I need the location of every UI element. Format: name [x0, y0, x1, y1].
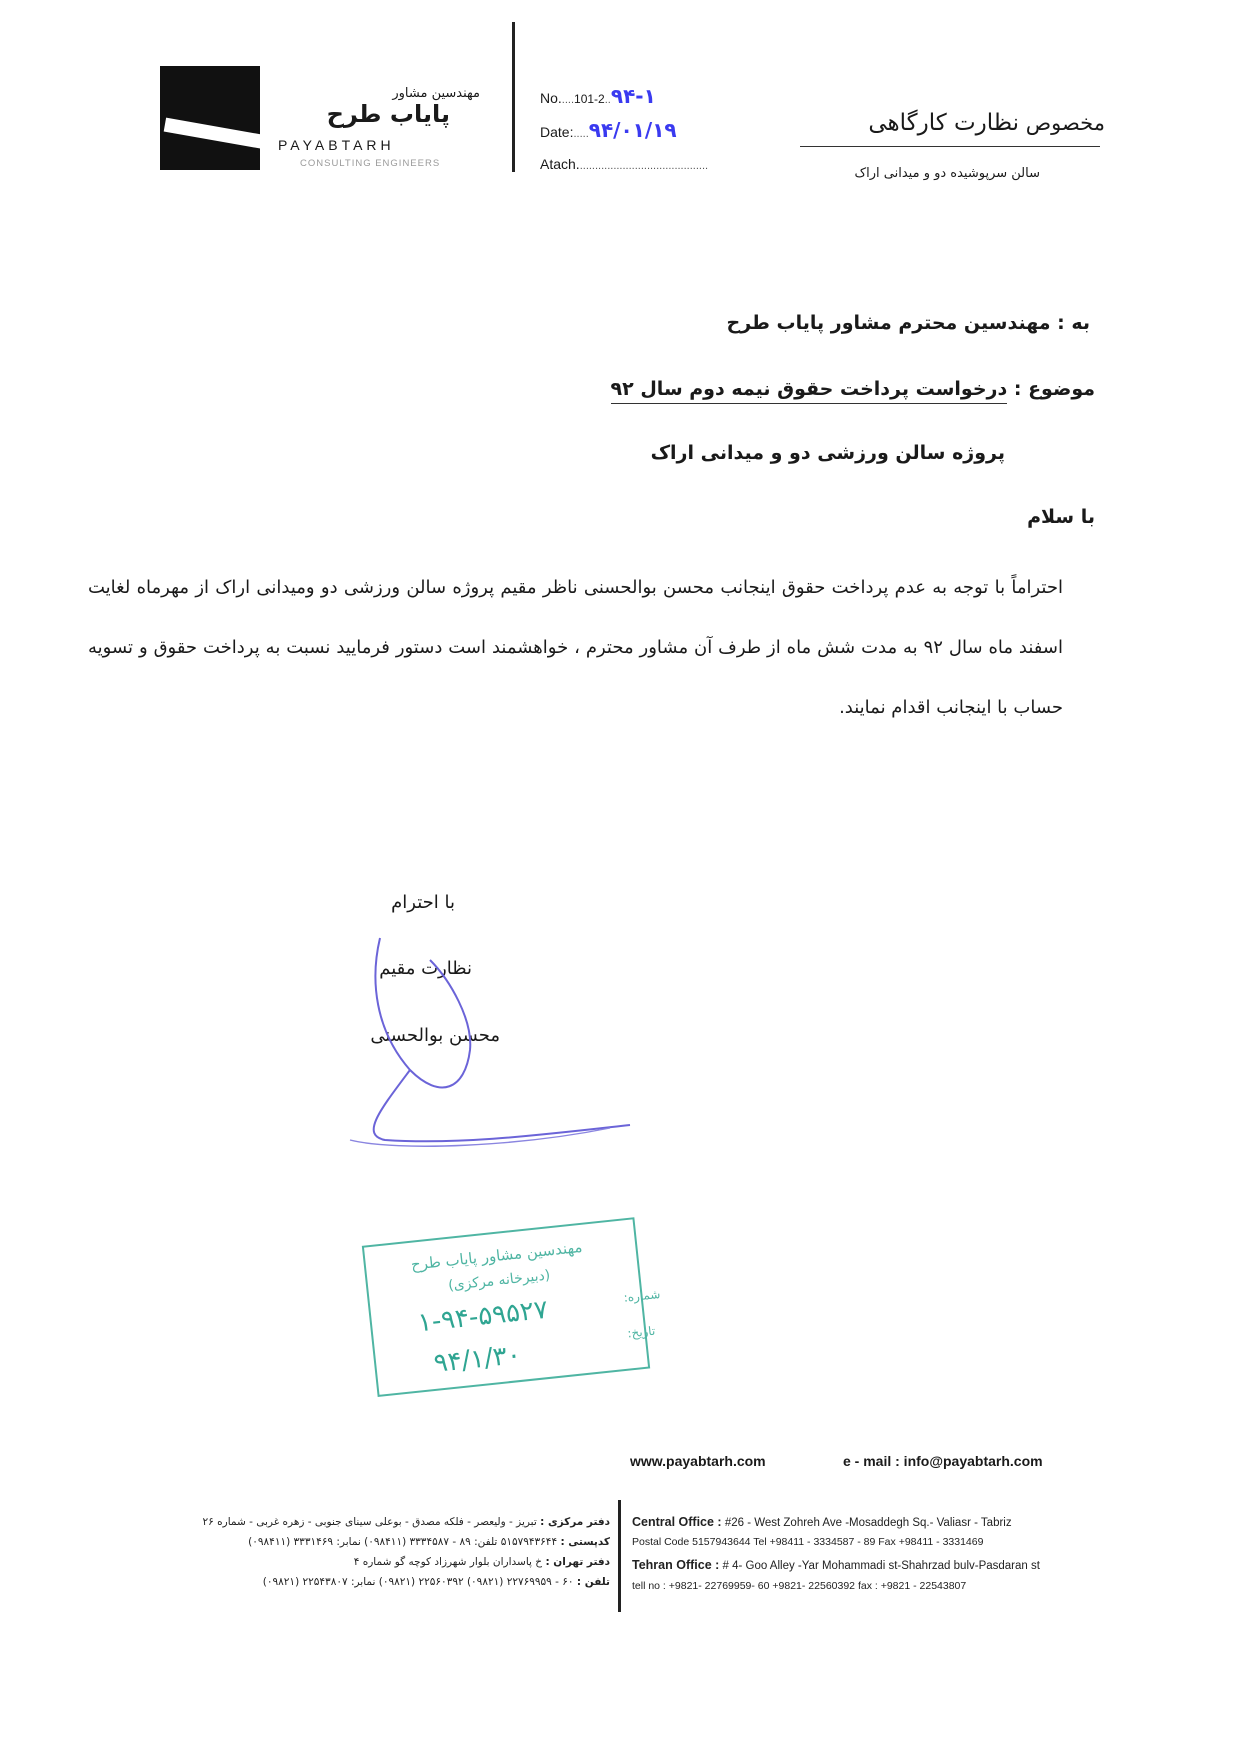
greeting: با سلام — [1027, 506, 1095, 528]
stamp-date-value: ۹۴/۱/۳۰ — [432, 1339, 523, 1379]
central-office-label: Central Office : — [632, 1515, 722, 1529]
recipient-line: به : مهندسین محترم مشاور پایاب طرح — [726, 312, 1090, 334]
subject-line — [560, 378, 1095, 400]
date-handwritten: ۹۴/۰۱/۱۹ — [588, 118, 677, 142]
secretariat-stamp — [362, 1222, 661, 1392]
number-dots: .... — [561, 94, 575, 106]
fa-phone-label: تلفن : — [576, 1576, 610, 1588]
logo-persian-subtitle: مهندسین مشاور — [392, 86, 480, 101]
letter-attachment-field — [540, 156, 708, 172]
letter-number-field — [540, 84, 656, 108]
stamp-organization: مهندسین مشاور پایاب طرح — [410, 1237, 584, 1274]
fa-central-office-address — [120, 1516, 610, 1528]
fa-postal-label: کدپستی : — [560, 1536, 610, 1548]
fa-tehran-office-contact — [120, 1576, 610, 1588]
closing-salutation: با احترام — [391, 892, 455, 913]
date-label: Date: — [540, 124, 574, 140]
number-printed: 101-2 — [574, 92, 605, 106]
company-logo-mark — [160, 66, 260, 170]
fa-tehran-office-label: دفتر تهران : — [545, 1556, 610, 1568]
fa-central-office-contact — [120, 1536, 610, 1548]
office-subtitle: سالن سرپوشیده دو و میدانی اراک — [854, 166, 1040, 181]
office-title — [800, 110, 1105, 136]
date-dots: ..... — [573, 128, 589, 140]
logo-persian-name: پایاب طرح — [326, 100, 450, 128]
email-link[interactable]: e - mail : info@payabtarh.com — [843, 1453, 1043, 1469]
fa-central-office-text: تبریز - ولیعصر - فلکه مصدق - بوعلی سینای جنوبی - زهره غربی - شماره ۲۶ — [202, 1516, 537, 1528]
office-title-underline — [800, 146, 1100, 147]
handwritten-signature — [340, 920, 630, 1160]
project-line: پروژه سالن ورزشی دو و میدانی اراک — [650, 442, 1005, 464]
footer-divider — [618, 1500, 621, 1612]
tehran-office-address — [632, 1558, 1040, 1572]
stamp-number-label: شماره: — [622, 1286, 661, 1305]
subject-text: درخواست پرداخت حقوق نیمه دوم سال ۹۲ — [611, 378, 1008, 404]
number-dots-2: .. — [604, 94, 611, 106]
logo-english-name: PAYABTARH — [278, 137, 395, 153]
stamp-date-label: تاریخ: — [626, 1323, 656, 1341]
fa-postal-text: ۵۱۵۷۹۴۳۶۴۴ تلفن: ۸۹ - ۳۳۳۴۵۸۷ (۰۹۸۴۱۱) نمابر: ۳۳۳۱۴۶۹ (۰۹۸۴۱۱) — [248, 1536, 558, 1548]
signer-name: محسن بوالحسنی — [370, 1025, 500, 1046]
letter-body: احتراماً با توجه به عدم پرداخت حقوق اینجانب محسن بوالحسنی ناظر مقیم پروژه سالن ورزشی دو ومیدانی اراک از مهرماه لغایت اسفند ماه سال ۹۲ به مدت شش ماه از طرف آن مشاور محترم ، خواهشمند است دستور فرمایید نسبت به پرداخت حقوق و تسویه حساب با اینجانب اقدام نمایند. — [88, 577, 1063, 718]
signer-title: نظارت مقیم — [379, 958, 472, 979]
tehran-office-contact: tell no : +9821- 22769959- 60 +9821- 22560392 fax : +9821 - 22543807 — [632, 1580, 967, 1592]
central-office-text: #26 - West Zohreh Ave -Mosaddegh Sq.- Valiasr - Tabriz — [724, 1517, 1012, 1529]
logo-stripe — [164, 118, 285, 153]
stamp-branch: (دبیرخانه مرکزی) — [447, 1267, 551, 1294]
letter-date-field — [540, 118, 677, 142]
tehran-office-text: # 4- Goo Alley -Yar Mohammadi st-Shahrzad bulv-Pasdaran st — [722, 1560, 1040, 1572]
tehran-office-label: Tehran Office : — [632, 1558, 720, 1572]
logo-english-subtitle: CONSULTING ENGINEERS — [300, 158, 441, 169]
subject-label: موضوع : — [1013, 378, 1095, 400]
central-office-address — [632, 1515, 1012, 1529]
fa-tehran-office-text: خ پاسداران بلوار شهرزاد کوچه گو شماره ۴ — [353, 1556, 543, 1568]
website-link[interactable]: www.payabtarh.com — [630, 1453, 766, 1469]
number-label: No. — [540, 90, 562, 106]
number-handwritten: ۹۴-۱ — [610, 84, 656, 108]
fa-phone-text: ۶۰ - ۲۲۷۶۹۹۵۹ (۰۹۸۲۱) ۲۲۵۶۰۳۹۲ (۰۹۸۲۱) نمابر: ۲۲۵۴۳۸۰۷ (۰۹۸۲۱) — [262, 1576, 574, 1588]
fa-tehran-office-address — [120, 1556, 610, 1568]
header-divider — [512, 22, 515, 172]
office-title-handwritten: نظارت کارگاهی — [868, 110, 1020, 136]
stamp-number-value: ۱-۹۴-۵۹۵۲۷ — [416, 1294, 550, 1339]
attachment-dots: .......................................... — [579, 160, 709, 172]
central-office-contact: Postal Code 5157943644 Tel +98411 - 3334587 - 89 Fax +98411 - 3331469 — [632, 1536, 984, 1548]
fa-central-office-label: دفتر مرکزی : — [540, 1516, 610, 1528]
office-title-printed: مخصوص — [1025, 111, 1105, 135]
attachment-label: Atach. — [540, 156, 580, 172]
